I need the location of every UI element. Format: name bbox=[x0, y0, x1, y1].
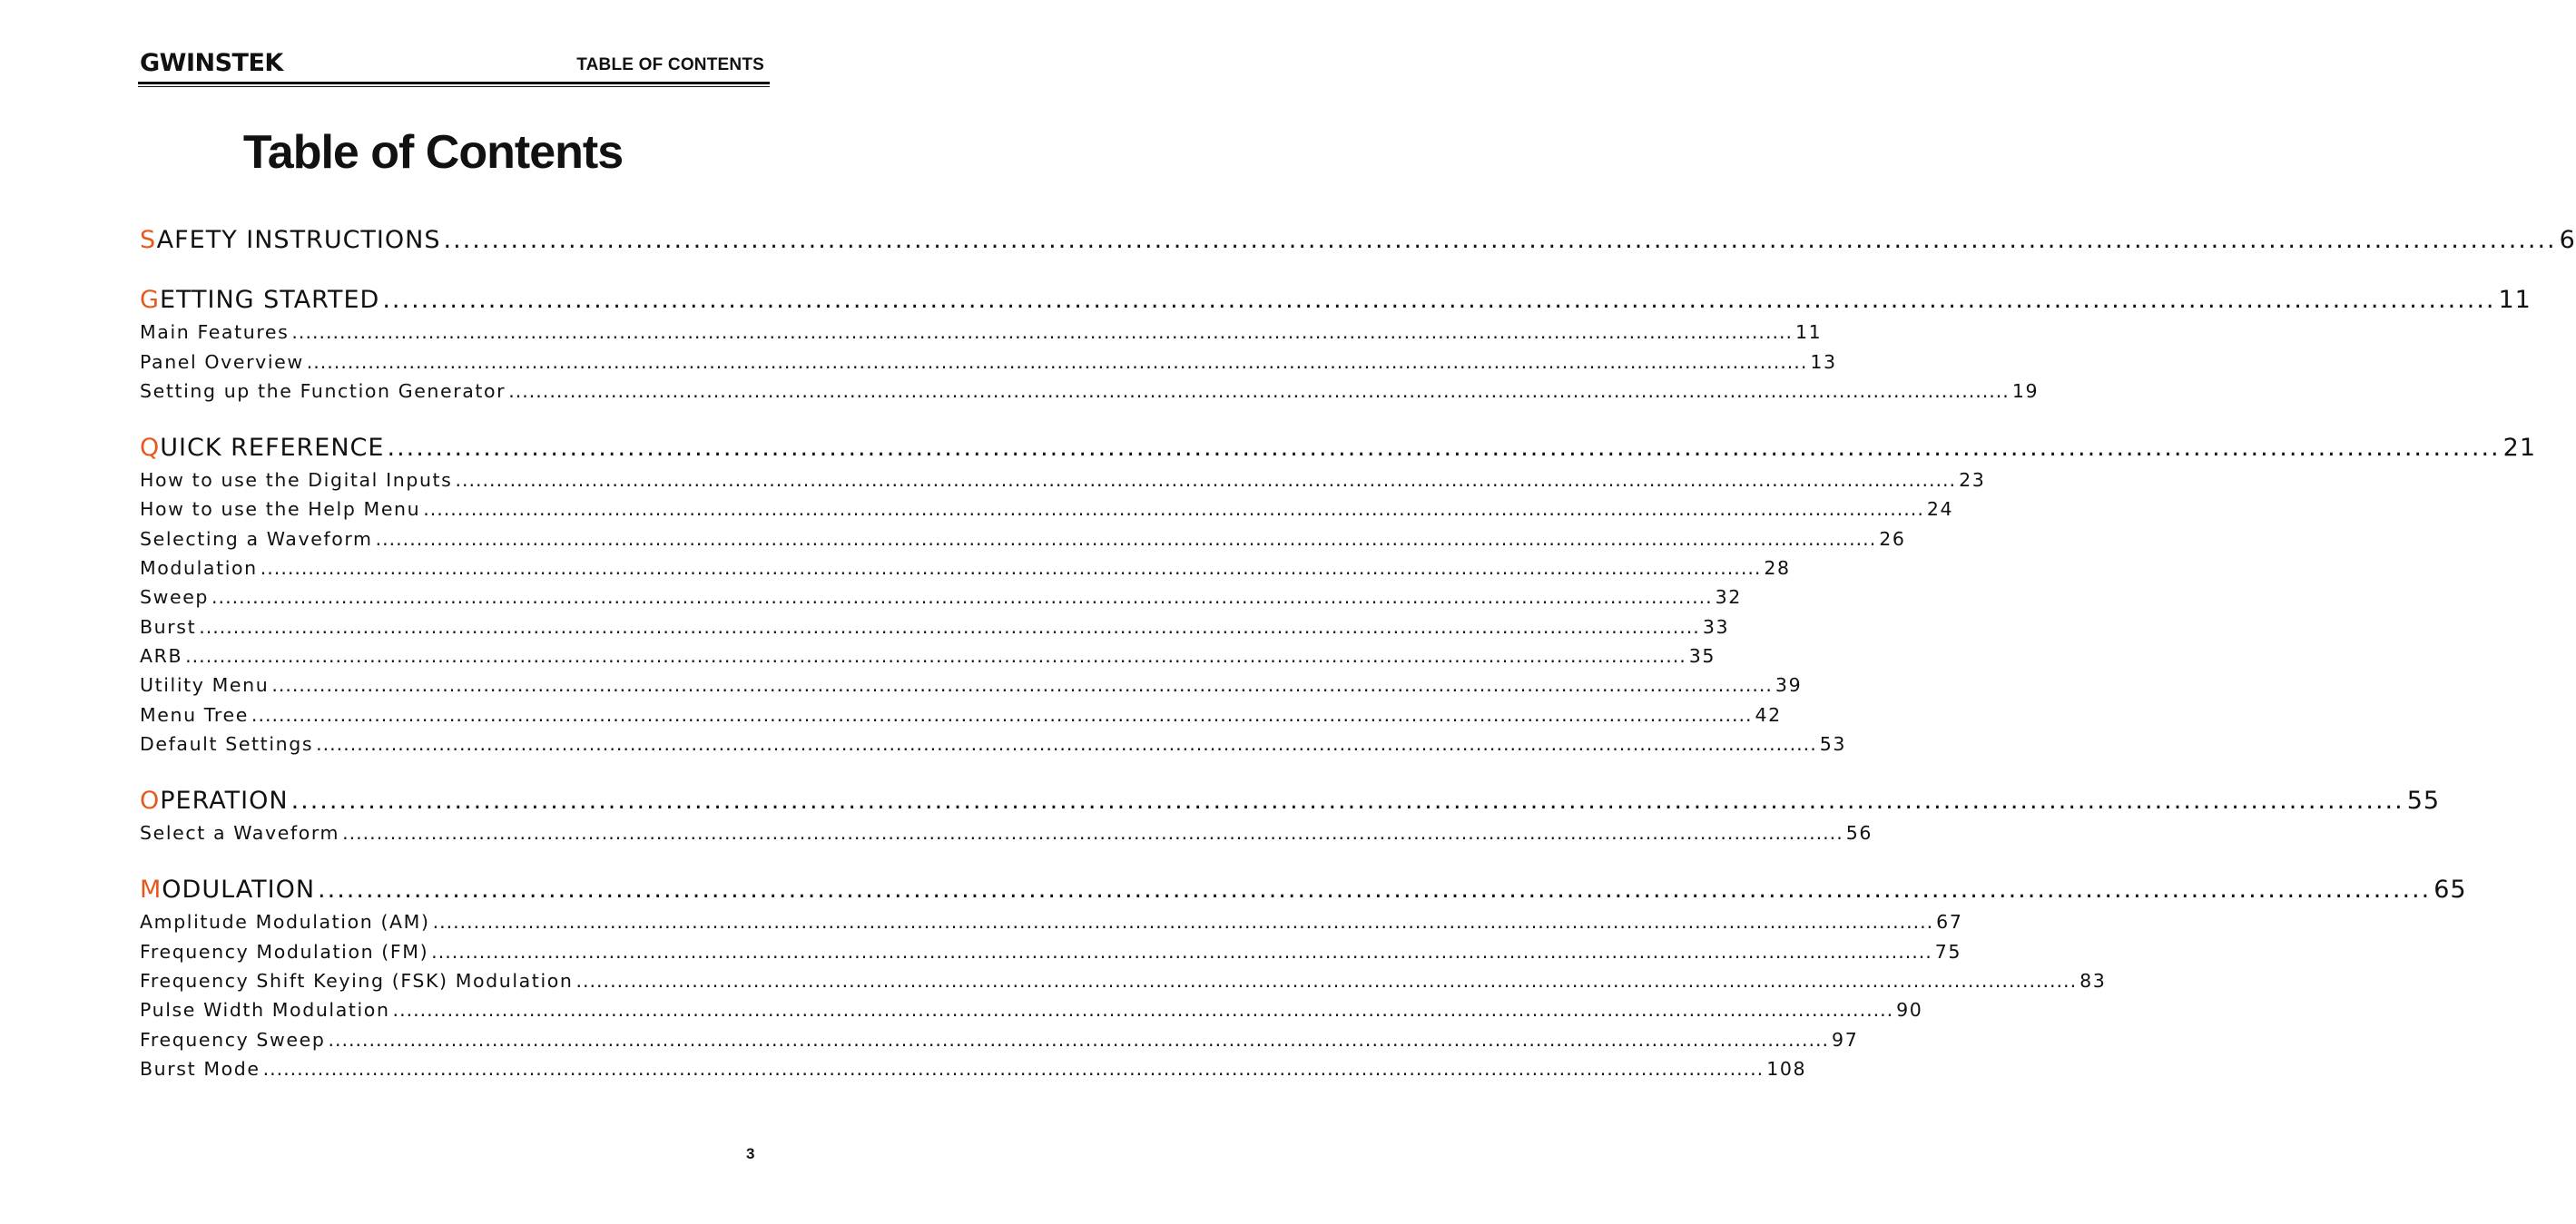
toc-item[interactable] bbox=[140, 815, 1873, 845]
dot-leader: ............................................................................................................................................................................................................................ bbox=[387, 433, 2501, 462]
toc-item-page-number: 24 bbox=[1926, 498, 1954, 521]
dot-leader: ............................................................................................................................................................................................................................ bbox=[575, 970, 2078, 993]
page-number: 3 bbox=[746, 1145, 755, 1162]
chapter-title bbox=[140, 434, 384, 462]
header-rule-thick bbox=[138, 82, 770, 84]
dot-leader: ............................................................................................................................................................................................................................ bbox=[271, 674, 1773, 697]
toc-item-label: Frequency Sweep bbox=[140, 1028, 326, 1051]
dot-leader: ............................................................................................................................................................................................................................ bbox=[306, 350, 1808, 373]
toc-section bbox=[140, 270, 2532, 402]
toc-item[interactable] bbox=[140, 462, 1986, 492]
toc-item-label: Default Settings bbox=[140, 732, 314, 755]
toc-item-page-number: 19 bbox=[2011, 379, 2040, 402]
chapter-title-rest: UICK REFERENCE bbox=[160, 433, 385, 462]
chapter-title-rest: PERATION bbox=[160, 786, 289, 815]
toc-chapter-entry[interactable] bbox=[140, 771, 2441, 815]
toc-item-label: How to use the Help Menu bbox=[140, 498, 421, 521]
toc-item[interactable] bbox=[140, 963, 2107, 993]
toc-item-page-number: 67 bbox=[1936, 911, 1963, 934]
dot-leader: ............................................................................................................................................................................................................................ bbox=[185, 644, 1686, 667]
toc-item-page-number: 23 bbox=[1959, 469, 1986, 492]
chapter-initial: O bbox=[140, 786, 161, 815]
dot-leader: ............................................................................................................................................................................................................................ bbox=[432, 911, 1934, 934]
toc-section bbox=[140, 418, 2536, 755]
toc-item[interactable] bbox=[140, 373, 2040, 402]
toc-item-label: Amplitude Modulation (AM) bbox=[140, 911, 430, 934]
dot-leader: ............................................................................................................................................................................................................................ bbox=[251, 703, 1753, 726]
chapter-title-rest: AFETY INSTRUCTIONS bbox=[156, 226, 441, 254]
toc-item[interactable] bbox=[140, 608, 1730, 638]
toc-item-page-number: 42 bbox=[1755, 703, 1782, 726]
toc-item-label: Modulation bbox=[140, 557, 258, 580]
toc-item[interactable] bbox=[140, 314, 1823, 344]
dot-leader: ............................................................................................................................................................................................................................ bbox=[443, 226, 2557, 254]
toc-item-page-number: 83 bbox=[2079, 970, 2107, 993]
toc-item[interactable] bbox=[140, 579, 1742, 609]
toc-item-page-number: 13 bbox=[1810, 350, 1837, 373]
toc-item-label: Setting up the Function Generator bbox=[140, 379, 506, 402]
toc-item[interactable] bbox=[140, 550, 1791, 580]
dot-leader: ............................................................................................................................................................................................................................ bbox=[455, 469, 1957, 492]
toc-item-label: Pulse Width Modulation bbox=[140, 999, 390, 1022]
toc-item-label: Panel Overview bbox=[140, 350, 304, 373]
toc-item-label: Burst Mode bbox=[140, 1057, 261, 1080]
page-header bbox=[138, 47, 770, 89]
dot-leader: ............................................................................................................................................................................................................................ bbox=[508, 379, 2010, 402]
dot-leader: ............................................................................................................................................................................................................................ bbox=[342, 822, 1844, 845]
toc-item-page-number: 35 bbox=[1688, 644, 1716, 667]
gwinstek-logo: GWINSTEK bbox=[140, 49, 283, 77]
toc-item-page-number: 33 bbox=[1702, 615, 1730, 638]
toc-item[interactable] bbox=[140, 992, 1923, 1022]
table-of-contents bbox=[140, 211, 2576, 1092]
dot-leader: ............................................................................................................................................................................................................................ bbox=[316, 732, 1817, 755]
toc-item-label: Frequency Shift Keying (FSK) Modulation bbox=[140, 970, 574, 993]
chapter-page-number: 55 bbox=[2406, 786, 2441, 815]
chapter-title-rest: ODULATION bbox=[162, 876, 316, 905]
dot-leader: ............................................................................................................................................................................................................................ bbox=[290, 786, 2404, 815]
toc-chapter-entry[interactable] bbox=[140, 418, 2536, 462]
dot-leader: ............................................................................................................................................................................................................................ bbox=[328, 1028, 1830, 1051]
toc-item[interactable] bbox=[140, 1021, 1859, 1051]
chapter-initial: Q bbox=[140, 433, 161, 462]
dot-leader: ............................................................................................................................................................................................................................ bbox=[262, 1057, 1765, 1080]
header-rule-thin bbox=[138, 86, 770, 87]
chapter-page-number: 65 bbox=[2433, 876, 2467, 905]
toc-item-page-number: 32 bbox=[1715, 586, 1742, 609]
chapter-initial: M bbox=[140, 876, 162, 905]
chapter-initial: G bbox=[140, 286, 160, 314]
toc-item-page-number: 108 bbox=[1766, 1057, 1807, 1080]
dot-leader: ............................................................................................................................................................................................................................ bbox=[211, 586, 1713, 609]
toc-section bbox=[140, 211, 2576, 254]
toc-chapter-entry[interactable] bbox=[140, 270, 2532, 314]
toc-item-label: Select a Waveform bbox=[140, 822, 340, 845]
chapter-page-number: 6 bbox=[2559, 226, 2576, 254]
toc-item[interactable] bbox=[140, 491, 1954, 521]
dot-leader: ............................................................................................................................................................................................................................ bbox=[375, 527, 1877, 550]
toc-chapter-entry[interactable] bbox=[140, 860, 2467, 905]
dot-leader: ............................................................................................................................................................................................................................ bbox=[199, 615, 1700, 638]
toc-item-page-number: 28 bbox=[1764, 557, 1791, 580]
chapter-title bbox=[140, 226, 440, 254]
chapter-title bbox=[140, 787, 289, 815]
toc-item[interactable] bbox=[140, 343, 1837, 373]
dot-leader: ............................................................................................................................................................................................................................ bbox=[423, 498, 1924, 521]
toc-item[interactable] bbox=[140, 726, 1847, 755]
dot-leader: ............................................................................................................................................................................................................................ bbox=[392, 999, 1894, 1022]
toc-item-label: Burst bbox=[140, 615, 197, 638]
dot-leader: ............................................................................................................................................................................................................................ bbox=[382, 286, 2496, 314]
toc-item-page-number: 75 bbox=[1934, 940, 1962, 963]
toc-section bbox=[140, 771, 2441, 845]
toc-item-page-number: 26 bbox=[1879, 527, 1906, 550]
toc-item-page-number: 56 bbox=[1845, 822, 1873, 845]
dot-leader: ............................................................................................................................................................................................................................ bbox=[260, 557, 1762, 580]
dot-leader: ............................................................................................................................................................................................................................ bbox=[291, 321, 1794, 344]
chapter-page-number: 11 bbox=[2498, 286, 2532, 314]
toc-item-page-number: 90 bbox=[1896, 999, 1923, 1022]
toc-item[interactable] bbox=[140, 933, 1962, 963]
toc-item-page-number: 39 bbox=[1775, 674, 1803, 697]
dot-leader: ............................................................................................................................................................................................................................ bbox=[431, 940, 1932, 963]
chapter-page-number: 21 bbox=[2502, 433, 2536, 462]
toc-section bbox=[140, 860, 2467, 1080]
toc-item-page-number: 11 bbox=[1795, 321, 1823, 344]
toc-item-label: Utility Menu bbox=[140, 674, 270, 697]
chapter-title-rest: ETTING STARTED bbox=[159, 286, 380, 314]
toc-item-label: How to use the Digital Inputs bbox=[140, 469, 453, 492]
toc-item-label: Frequency Modulation (FM) bbox=[140, 940, 429, 963]
toc-item[interactable] bbox=[140, 1051, 1807, 1080]
toc-item-label: Menu Tree bbox=[140, 703, 249, 726]
toc-item-label: Sweep bbox=[140, 586, 210, 609]
page-title: Table of Contents bbox=[242, 126, 624, 179]
toc-item[interactable] bbox=[140, 638, 1716, 667]
running-header-title: TABLE OF CONTENTS bbox=[576, 55, 764, 74]
toc-item-page-number: 53 bbox=[1819, 732, 1847, 755]
toc-item-label: Selecting a Waveform bbox=[140, 527, 373, 550]
dot-leader: ............................................................................................................................................................................................................................ bbox=[318, 876, 2432, 905]
toc-item-page-number: 97 bbox=[1832, 1028, 1859, 1051]
toc-item[interactable] bbox=[140, 904, 1963, 934]
toc-chapter-entry[interactable] bbox=[140, 211, 2576, 254]
toc-item[interactable] bbox=[140, 520, 1906, 550]
chapter-initial: S bbox=[140, 226, 157, 254]
chapter-title bbox=[140, 286, 379, 314]
toc-item-label: ARB bbox=[140, 644, 183, 667]
chapter-title bbox=[140, 876, 315, 904]
toc-item-label: Main Features bbox=[140, 321, 290, 344]
toc-item[interactable] bbox=[140, 667, 1803, 697]
toc-item[interactable] bbox=[140, 696, 1782, 726]
